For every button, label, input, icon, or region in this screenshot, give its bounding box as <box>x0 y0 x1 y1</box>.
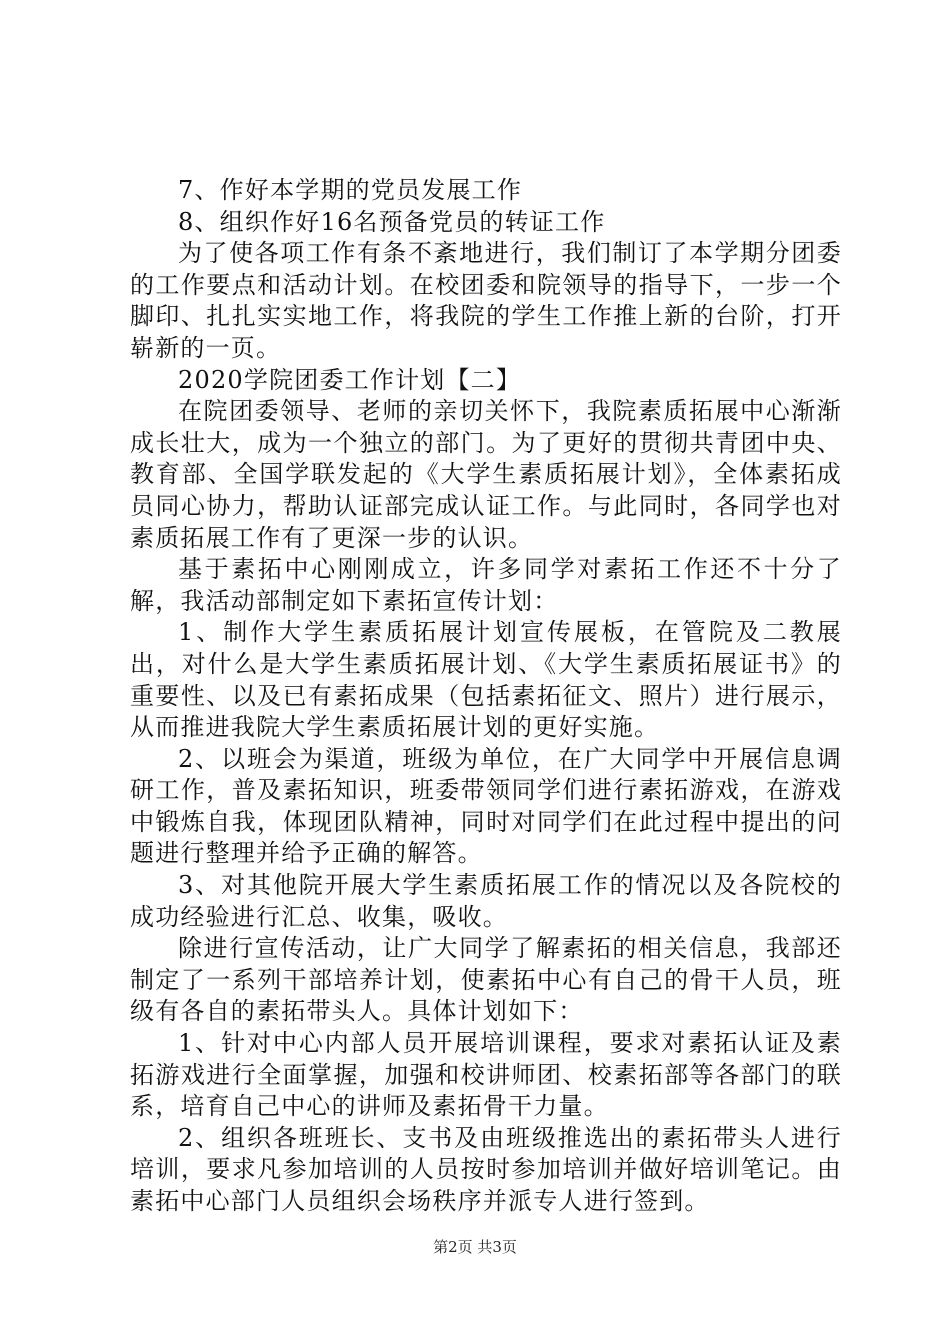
paragraph-plan-item-3: 3、对其他院开展大学生素质拓展工作的情况以及各院校的成功经验进行汇总、收集，吸收。 <box>130 871 842 931</box>
paragraph-training-item-2: 2、组织各班班长、支书及由班级推选出的素拓带头人进行培训，要求凡参加培训的人员按时参加培训并做好培训笔记。由素拓中心部门人员组织会场秩序并派专人进行签到。 <box>130 1123 842 1215</box>
paragraph-item-8: 8、组织作好16名预备党员的转证工作 <box>178 207 606 236</box>
paragraph-plan-item-1: 1、制作大学生素质拓展计划宣传展板，在管院及二教展出，对什么是大学生素质拓展计划、《大学生素质拓展证书》的重要性、以及已有素拓成果（包括素拓征文、照片）进行展示，从而推进我院大学生素质拓展计划的更好实施。 <box>130 618 842 742</box>
paragraph-intro: 在院团委领导、老师的亲切关怀下，我院素质拓展中心渐渐成长壮大，成为一个独立的部门。为了更好的贯彻共青团中央、教育部、全国学联发起的《大学生素质拓展计划》，全体素拓成员同心协力，帮助认证部完成认证工作。与此同时，各同学也对素质拓展工作有了更深一步的认识。 <box>130 397 842 552</box>
document-body <box>130 175 842 1218</box>
paragraph-training-item-1: 1、针对中心内部人员开展培训课程，要求对素拓认证及素拓游戏进行全面掌握，加强和校讲师团、校素拓部等各部门的联系，培育自己中心的讲师及素拓骨干力量。 <box>130 1029 842 1121</box>
section-heading: 2020学院团委工作计划【二】 <box>178 365 522 394</box>
page-number-footer: 第2页 共3页 <box>433 1238 517 1256</box>
paragraph-plan-lead: 基于素拓中心刚刚成立，许多同学对素拓工作还不十分了解，我活动部制定如下素拓宣传计划： <box>130 555 842 615</box>
paragraph-item-7: 7、作好本学期的党员发展工作 <box>178 176 523 204</box>
paragraph-plan-item-2: 2、以班会为渠道，班级为单位，在广大同学中开展信息调研工作，普及素拓知识，班委带领同学们进行素拓游戏，在游戏中锻炼自我，体现团队精神，同时对同学们在此过程中提出的问题进行整理并给予正确的解答。 <box>130 744 842 868</box>
paragraph-summary: 为了使各项工作有条不紊地进行，我们制订了本学期分团委的工作要点和活动计划。在校团委和院领导的指导下，一步一个脚印、扎扎实实地工作，将我院的学生工作推上新的台阶，打开崭新的一页。 <box>130 239 842 362</box>
paragraph-training-lead: 除进行宣传活动，让广大同学了解素拓的相关信息，我部还制定了一系列干部培养计划，使素拓中心有自己的骨干人员，班级有各自的素拓带头人。具体计划如下： <box>130 934 842 1026</box>
